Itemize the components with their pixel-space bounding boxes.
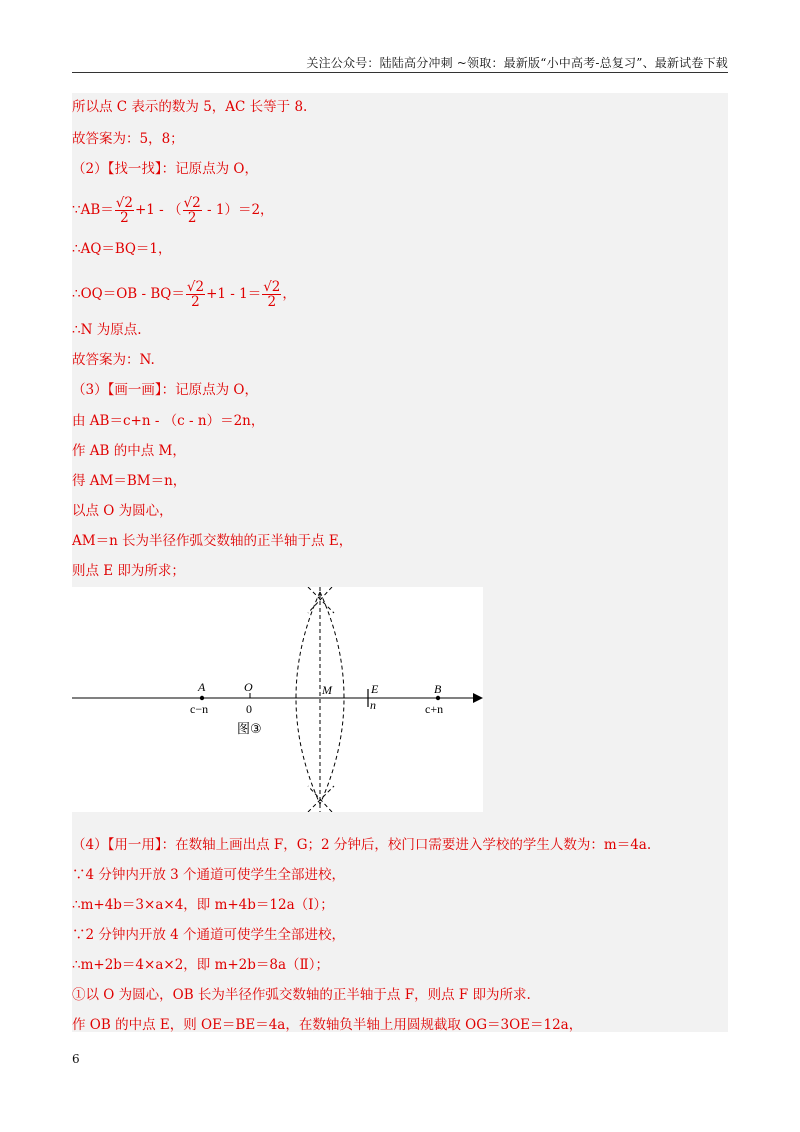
line-4-mid: +1 - （	[134, 202, 182, 218]
point-a	[200, 696, 204, 700]
line-6	[72, 280, 296, 309]
figure-svg	[72, 587, 483, 812]
line-11: 作 AB 的中点 M，	[72, 443, 186, 459]
line-3: （2）【找一找】：记原点为 O，	[72, 161, 258, 177]
number-line-figure	[72, 587, 483, 812]
value-e: n	[370, 698, 376, 712]
label-o: O	[244, 680, 253, 694]
label-m: M	[322, 683, 332, 697]
label-e: E	[371, 682, 379, 696]
line-20: ∴m+2b＝4×a×2，即 m+2b＝8a（Ⅱ）；	[72, 957, 329, 973]
line-19: ∵2 分钟内开放 4 个通道可使学生全部进校，	[72, 927, 346, 943]
figure-caption: 图③	[237, 722, 262, 737]
line-21: ①以 O 为圆心，OB 长为半径作弧交数轴的正半轴于点 F，则点 F 即为所求.	[72, 987, 531, 1003]
page-header: 关注公众号：陆陆高分冲刺 ~领取：最新版“小中高考-总复习”、最新试卷下载	[306, 56, 728, 70]
line-4-post: - 1）＝2，	[202, 202, 274, 218]
line-4	[72, 196, 274, 225]
fraction-denominator: 2	[267, 294, 277, 310]
line-2: 故答案为：5，8；	[72, 131, 184, 147]
line-14: AM＝n 长为半径作弧交数轴的正半轴于点 E，	[72, 533, 353, 549]
line-17: ∵4 分钟内开放 3 个通道可使学生全部进校，	[72, 867, 346, 883]
fraction-numerator: √2	[263, 279, 281, 295]
line-4-pre: ∵AB＝	[72, 202, 114, 218]
line-16: （4）【用一用】：在数轴上画出点 F，G；2 分钟后，校门口需要进入学校的学生人数为：m＝4a.	[72, 837, 652, 853]
page-number: 6	[72, 1052, 80, 1066]
line-13: 以点 O 为圆心，	[72, 503, 173, 519]
line-15: 则点 E 即为所求；	[72, 563, 185, 579]
line-10: 由 AB＝c+n - （c - n）＝2n，	[72, 413, 265, 429]
line-7: ∴N 为原点.	[72, 322, 142, 338]
value-o: 0	[246, 702, 252, 716]
fraction	[262, 280, 281, 309]
label-b: B	[434, 682, 442, 696]
fraction	[183, 196, 202, 225]
label-a: A	[198, 680, 206, 694]
line-5: ∴AQ＝BQ＝1，	[72, 241, 172, 257]
header-rule	[72, 72, 728, 73]
point-b	[436, 696, 440, 700]
line-18: ∴m+4b＝3×a×4，即 m+4b＝12a（Ⅰ）；	[72, 897, 334, 913]
fraction-denominator: 2	[120, 210, 129, 226]
fraction	[186, 280, 205, 309]
axis-arrow	[473, 693, 483, 703]
fraction-numerator: √2	[183, 195, 201, 211]
line-1: 所以点 C 表示的数为 5，AC 长等于 8.	[72, 99, 308, 115]
line-6-mid: +1 - 1＝	[206, 286, 262, 302]
fraction	[115, 196, 134, 225]
line-22: 作 OB 的中点 E，则 OE＝BE＝4a，在数轴负半轴上用圆规截取 OG＝3OE＝12a，	[72, 1017, 583, 1033]
fraction-denominator: 2	[191, 294, 200, 310]
value-b: c+n	[425, 702, 444, 716]
line-6-pre: ∴OQ＝OB - BQ＝	[72, 286, 185, 302]
fraction-numerator: √2	[115, 195, 133, 211]
fraction-numerator: √2	[186, 279, 205, 295]
line-8: 故答案为：N.	[72, 352, 155, 368]
line-9: （3）【画一画】：记原点为 O，	[72, 382, 258, 398]
fraction-denominator: 2	[187, 210, 197, 226]
value-a: c−n	[190, 702, 209, 716]
line-12: 得 AM＝BM＝n，	[72, 473, 187, 489]
line-6-post: ，	[282, 286, 296, 302]
